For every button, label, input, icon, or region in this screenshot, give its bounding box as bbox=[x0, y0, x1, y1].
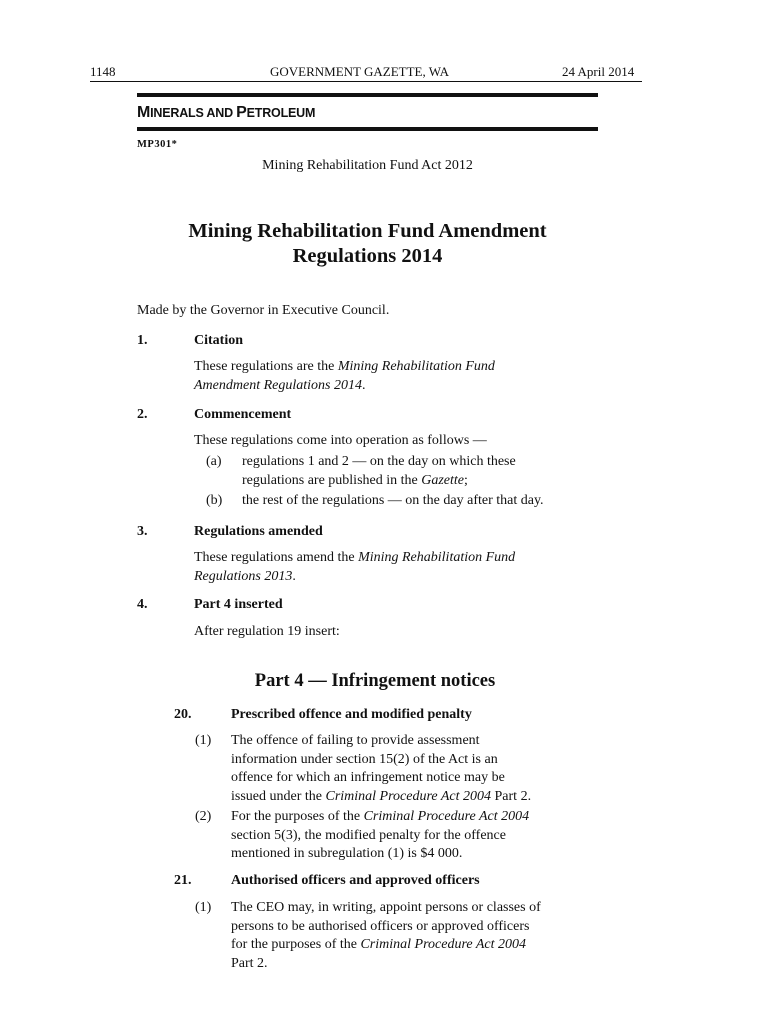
reg-20-subreg-1-label: (1) bbox=[195, 733, 212, 748]
notice-id: MP301* bbox=[137, 139, 178, 150]
reg-2-heading: Commencement bbox=[194, 407, 292, 422]
header-rule bbox=[90, 81, 642, 82]
part-4-title: Part 4 — Infringement notices bbox=[254, 671, 496, 691]
reg-20-subreg-2: For the purposes of the Criminal Procedure Act 2004 section 5(3), the modified penalty for the offence mentioned in subregulation (1) is $4 000. bbox=[231, 809, 530, 861]
reg-2-para-b: the rest of the regulations — on the day after that day. bbox=[242, 493, 544, 508]
reg-1-number: 1. bbox=[137, 333, 148, 348]
reg-21-subreg-1: The CEO may, in writing, appoint persons or classes of persons to be authorised officers or approved officers for the purposes of the Criminal Procedure Act 2004 Part 2. bbox=[231, 900, 541, 971]
reg-21-number: 21. bbox=[174, 873, 192, 888]
reg-20-number: 20. bbox=[174, 707, 192, 722]
section-title: MINERALS AND PETROLEUM bbox=[137, 104, 316, 121]
reg-4-number: 4. bbox=[137, 597, 148, 612]
reg-3-text: These regulations amend the Mining Rehabilitation Fund Regulations 2013. bbox=[194, 550, 516, 584]
page-number: 1148 bbox=[90, 64, 116, 79]
reg-2-para-b-label: (b) bbox=[206, 493, 223, 508]
reg-4-text: After regulation 19 insert: bbox=[194, 624, 340, 639]
reg-4-heading: Part 4 inserted bbox=[194, 597, 283, 612]
reg-3-number: 3. bbox=[137, 524, 148, 539]
reg-3-heading: Regulations amended bbox=[194, 524, 323, 539]
publication-name: GOVERNMENT GAZETTE, WA bbox=[270, 64, 449, 79]
section-bottom-rule bbox=[137, 127, 598, 131]
reg-1-heading: Citation bbox=[194, 333, 243, 348]
reg-20-subreg-2-label: (2) bbox=[195, 809, 212, 824]
reg-20-subreg-1: The offence of failing to provide assessment information under section 15(2) of the Act is an offence for which an infringement notice may be issued under the Criminal Procedure Act 2004 Part 2. bbox=[231, 733, 532, 804]
publication-date: 24 April 2014 bbox=[562, 64, 635, 79]
reg-20-heading: Prescribed offence and modified penalty bbox=[231, 707, 472, 722]
reg-2-number: 2. bbox=[137, 407, 148, 422]
act-name: Mining Rehabilitation Fund Act 2012 bbox=[262, 158, 473, 173]
reg-2-para-a: regulations 1 and 2 — on the day on which these regulations are published in the Gazette; bbox=[242, 454, 516, 488]
reg-21-subreg-1-label: (1) bbox=[195, 900, 212, 915]
reg-2-para-a-label: (a) bbox=[206, 454, 222, 469]
made-by-statement: Made by the Governor in Executive Council. bbox=[137, 303, 390, 318]
reg-21-heading: Authorised officers and approved officers bbox=[231, 873, 480, 888]
document-title: Mining Rehabilitation Fund Amendment Regulations 2014 bbox=[188, 220, 547, 267]
reg-1-text: These regulations are the Mining Rehabilitation Fund Amendment Regulations 2014. bbox=[194, 359, 495, 393]
section-top-rule bbox=[137, 93, 598, 97]
reg-2-intro: These regulations come into operation as follows — bbox=[194, 433, 487, 448]
